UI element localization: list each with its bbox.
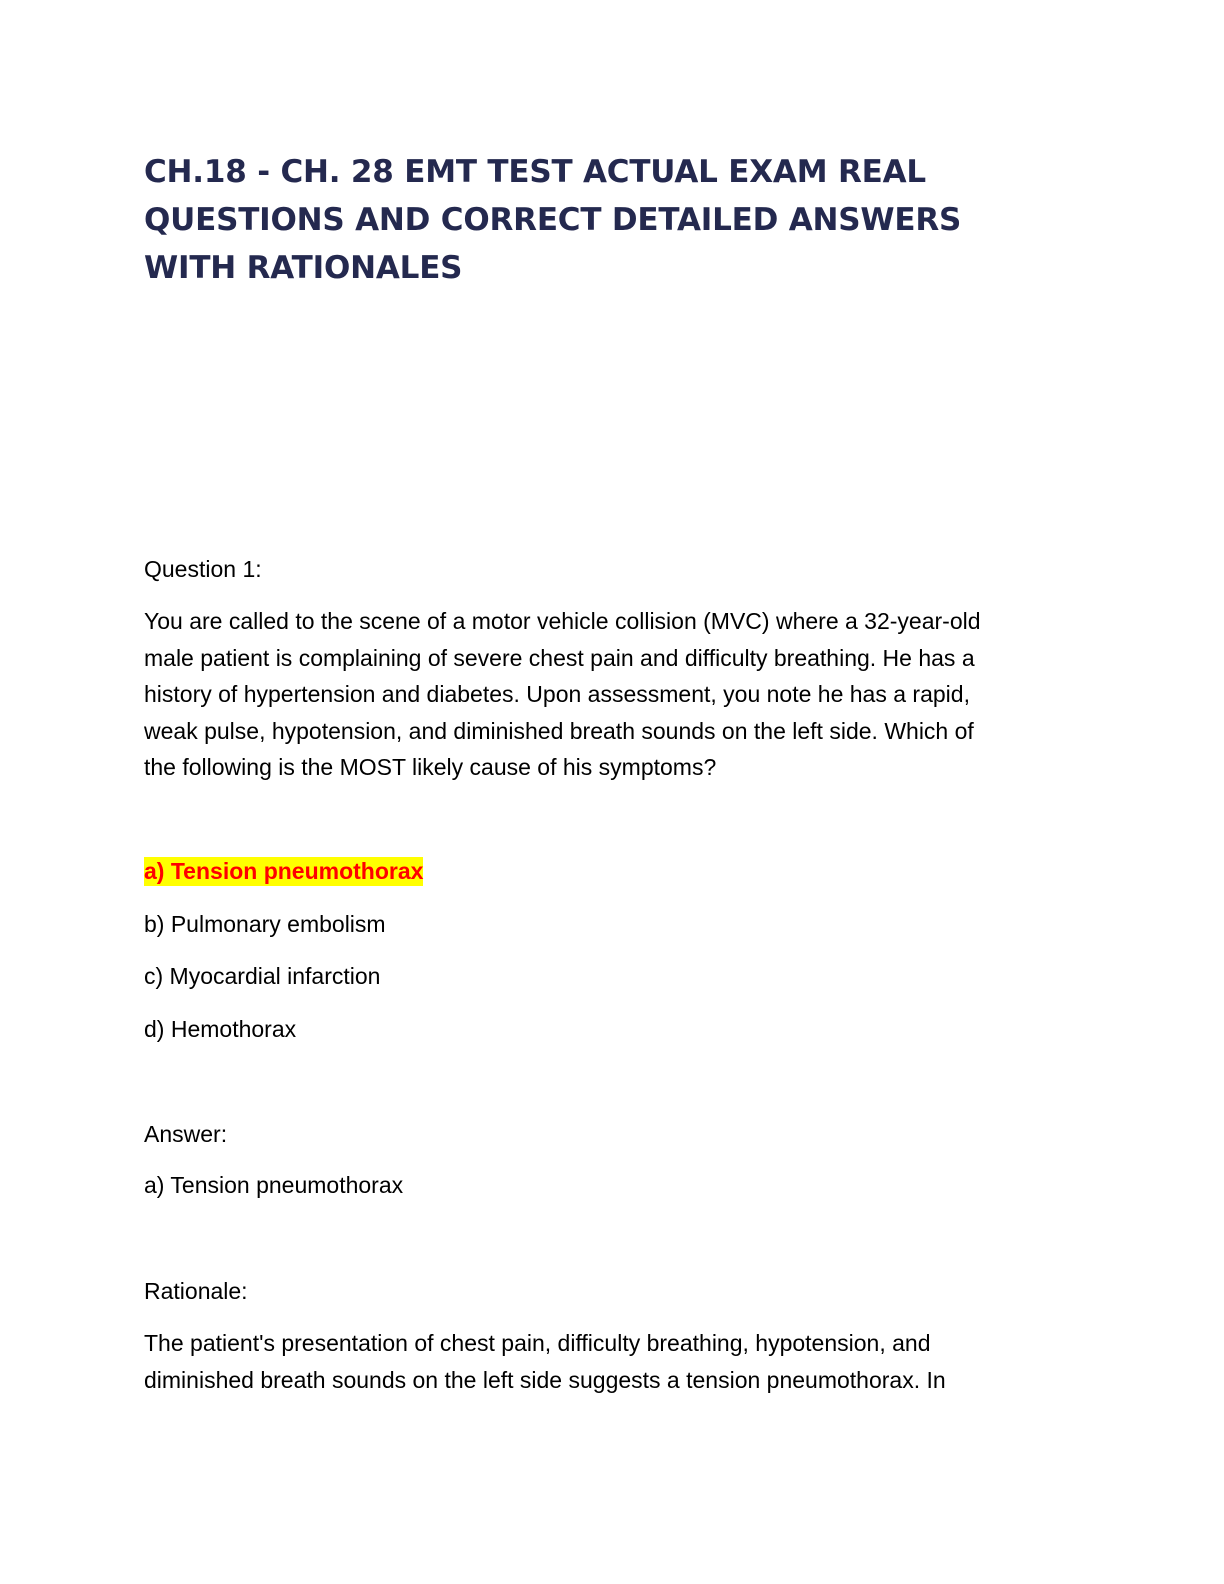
rationale-label: Rationale: <box>144 1278 248 1304</box>
question-text-line: history of hypertension and diabetes. Upon assessment, you note he has a rapid, <box>144 681 970 707</box>
question-text-line: male patient is complaining of severe chest pain and difficulty breathing. He has a <box>144 644 975 671</box>
rationale-text-line: diminished breath sounds on the left side suggests a tension pneumothorax. In <box>144 1366 946 1393</box>
answer-value: a) Tension pneumothorax <box>144 1172 404 1198</box>
answer-label: Answer: <box>144 1121 228 1147</box>
rationale-text-line: The patient's presentation of chest pain, difficulty breathing, hypotension, and <box>144 1330 931 1356</box>
option-d: d) Hemothorax <box>144 1016 297 1042</box>
correct-option-highlight: a) Tension pneumothorax <box>144 858 424 884</box>
question-text-line: weak pulse, hypotension, and diminished breath sounds on the left side. Which of <box>144 717 974 744</box>
title-line: WITH RATIONALES <box>144 250 463 286</box>
document-title <box>144 148 1104 292</box>
title-line: QUESTIONS AND CORRECT DETAILED ANSWERS <box>144 202 962 238</box>
option-a-correct <box>144 853 423 890</box>
title-line: CH.18 - CH. 28 EMT TEST ACTUAL EXAM REAL <box>144 154 926 190</box>
option-c: c) Myocardial infarction <box>144 963 381 989</box>
question-text-line: the following is the MOST likely cause of his symptoms? <box>144 754 717 780</box>
question-text-line: You are called to the scene of a motor vehicle collision (MVC) where a 32-year-old <box>144 608 981 634</box>
question-text <box>144 603 1084 786</box>
rationale-text <box>144 1325 1084 1398</box>
question-label: Question 1: <box>144 556 262 582</box>
option-b: b) Pulmonary embolism <box>144 911 386 937</box>
